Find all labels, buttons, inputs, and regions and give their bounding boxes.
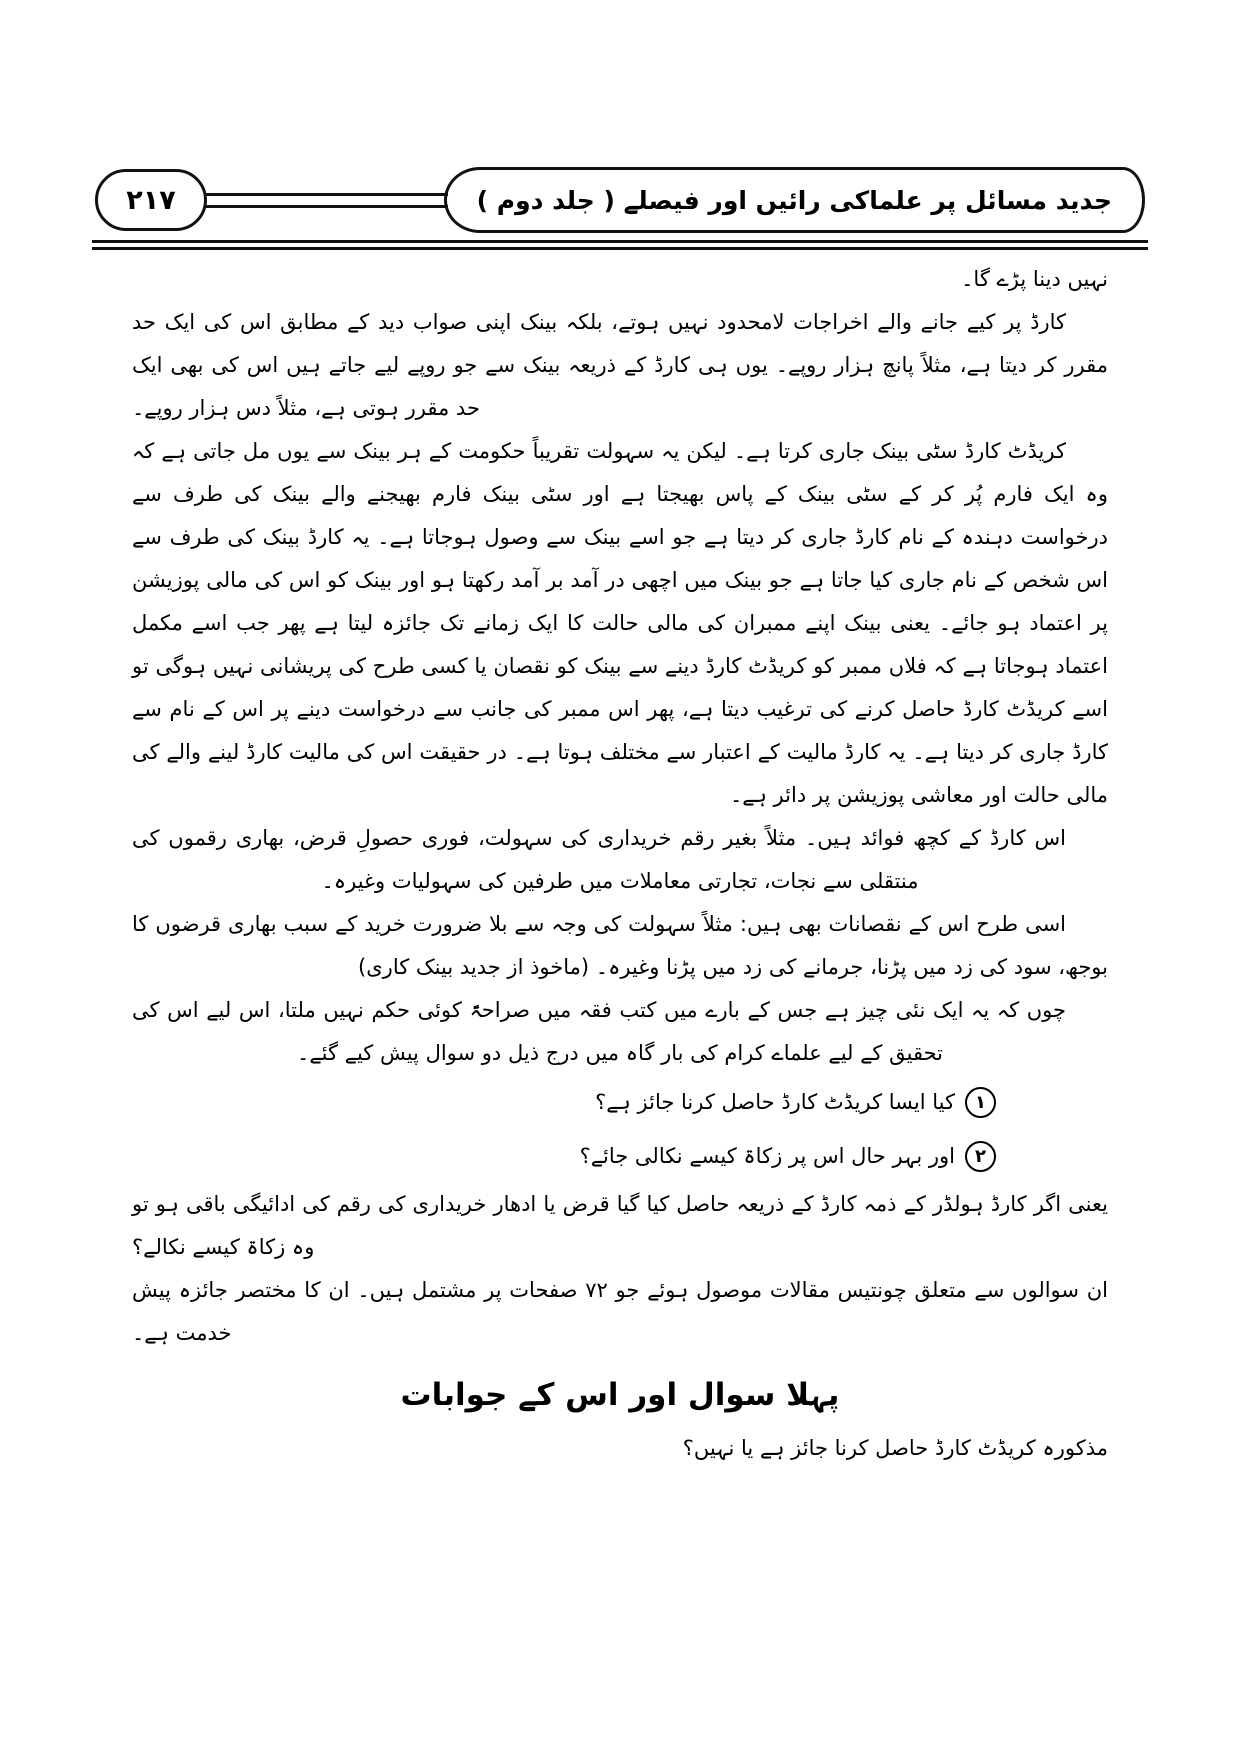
item-number: ۱ — [975, 1091, 986, 1113]
paragraph: اسی طرح اس کے نقصانات بھی ہیں: مثلاً سہولت کی وجہ سے بلا ضرورت خرید کے سبب بھاری قرضوں کا بوجھ، سود کی زد میں پڑنا، جرمانے کی زد میں پڑنا وغیرہ۔ (ماخوذ از جدید بینک کاری) — [132, 912, 1108, 979]
item-text: اور بہر حال اس پر زکاۃ کیسے نکالی جائے؟ — [579, 1143, 955, 1168]
page-number: ۲۱۷ — [126, 184, 176, 216]
paragraph: ان سوالوں سے متعلق چونتیس مقالات موصول ہوئے جو ۷۲ صفحات پر مشتمل ہیں۔ ان کا مختصر جائزہ پیش خدمت ہے۔ — [132, 1278, 1108, 1345]
page-number-badge — [95, 169, 207, 231]
item-number-circle — [965, 1141, 996, 1172]
page-header — [95, 166, 1145, 234]
section-heading: پہلا سوال اور اس کے جوابات — [400, 1377, 840, 1413]
item-text: کیا ایسا کریڈٹ کارڈ حاصل کرنا جائز ہے؟ — [595, 1089, 955, 1114]
paragraph: کریڈٹ کارڈ سٹی بینک جاری کرتا ہے۔ لیکن یہ سہولت تقریباً حکومت کے ہر بینک سے یوں مل جاتی ہے کہ وہ ایک فارم پُر کر کے سٹی بینک کے پاس بھیجتا ہے اور سٹی بینک فارم بھیجنے والے بینک کی طرف سے درخواست دہندہ کے نام کارڈ جاری کر دیتا ہے جو اسے بینک سے وصول ہوجاتا ہے۔ یہ کارڈ بینک کی طرف سے اس شخص کے نام جاری کیا جاتا ہے جو بینک میں اچھی در آمد بر آمد رکھتا ہو اور بینک کو اس کی مالی پوزیشن پر اعتماد ہو جائے۔ یعنی بینک اپنے ممبران کی مالی حالت کا ایک زمانے تک جائزہ لیتا ہے پھر جب اسے مکمل اعتماد ہوجاتا ہے کہ فلاں ممبر کو کریڈٹ کارڈ دینے سے بینک کو نقصان یا کسی طرح کی پریشانی نہیں ہوگی تو اسے کریڈٹ کارڈ حاصل کرنے کی ترغیب دیتا ہے، پھر اس ممبر کی جانب سے درخواست دینے پر اس کے نام سے کارڈ جاری کر دیتا ہے۔ یہ کارڈ مالیت کے اعتبار سے مختلف ہوتا ہے۔ در حقیقت اس کی مالیت کارڈ لینے والے کی مالی حالت اور معاشی پوزیشن پر دائر ہے۔ — [132, 439, 1109, 807]
paragraph: اس کارڈ کے کچھ فوائد ہیں۔ مثلاً بغیر رقم خریداری کی سہولت، فوری حصولِ قرض، بھاری رقموں کی منتقلی سے نجات، تجارتی معاملات میں طرفین کی سہولیات وغیرہ۔ — [132, 826, 1066, 893]
body-text — [132, 258, 1108, 1470]
item-number-circle — [965, 1087, 996, 1118]
question-item — [132, 1129, 1108, 1183]
question-item — [132, 1075, 1108, 1129]
header-title-cartouche — [444, 167, 1145, 233]
header-rule-connector — [203, 193, 448, 208]
closing-question: مذکورہ کریڈٹ کارڈ حاصل کرنا جائز ہے یا نہیں؟ — [682, 1436, 1108, 1460]
header-title: جدید مسائل پر علماکی رائیں اور فیصلے ( جلد دوم ) — [476, 185, 1112, 215]
paragraph: چوں کہ یہ ایک نئی چیز ہے جس کے بارے میں کتب فقہ میں صراحۃً کوئی حکم نہیں ملتا، اس لیے اس کی تحقیق کے لیے علماے کرام کی بار گاہ میں درج ذیل دو سوال پیش کیے گئے۔ — [132, 998, 1066, 1065]
paragraph: کارڈ پر کیے جانے والے اخراجات لامحدود نہیں ہوتے، بلکہ بینک اپنی صواب دید کے مطابق اس کی ایک حد مقرر کر دیتا ہے، مثلاً پانچ ہزار روپے۔ یوں ہی کارڈ کے ذریعہ بینک سے جو روپے لیے جاتے ہیں اس کی بھی ایک حد مقرر ہوتی ہے، مثلاً دس ہزار روپے۔ — [132, 310, 1108, 420]
item-number: ۲ — [975, 1145, 986, 1167]
paragraph: یعنی اگر کارڈ ہولڈر کے ذمہ کارڈ کے ذریعہ حاصل کیا گیا قرض یا ادھار خریداری کی رقم کی ادائیگی باقی ہو تو وہ زکاۃ کیسے نکالے؟ — [132, 1192, 1108, 1259]
paragraph-continuation: نہیں دینا پڑے گا۔ — [961, 267, 1108, 291]
full-width-double-rule — [92, 240, 1148, 250]
